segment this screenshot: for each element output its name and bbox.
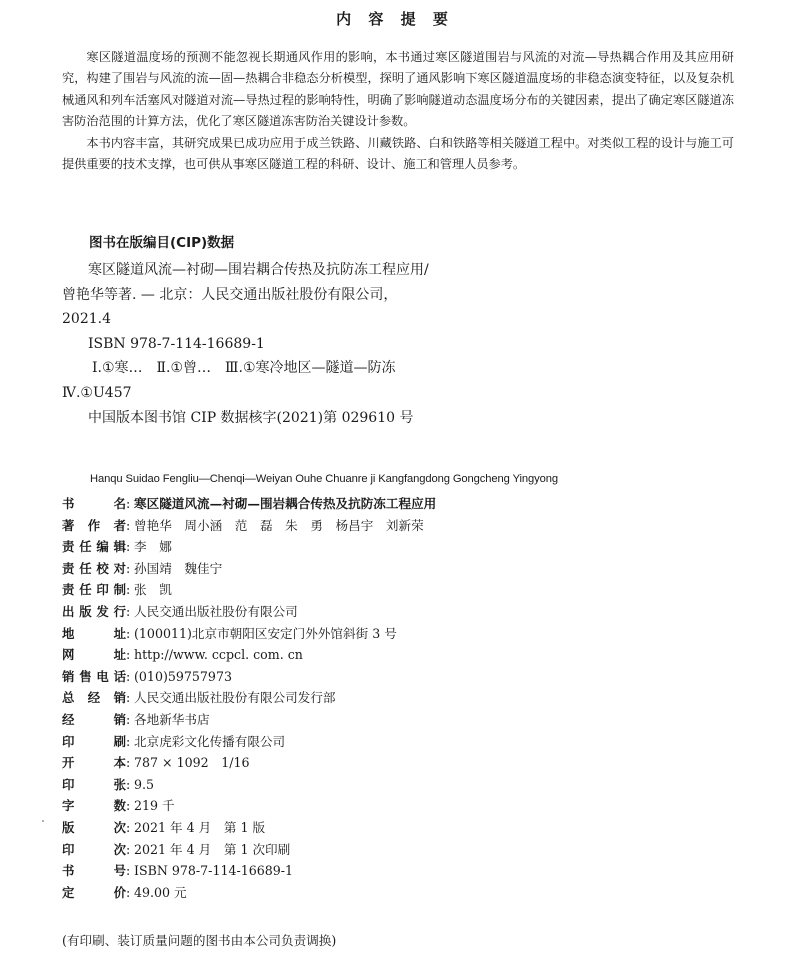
info-row: 总 经 销 : 人民交通出版社股份有限公司发行部 (62, 687, 722, 709)
info-row: 经 销 : 各地新华书店 (62, 709, 722, 731)
info-value: 2021 年 4 月 第 1 版 (134, 819, 266, 835)
info-value: 787 × 1092 1/16 (134, 755, 250, 771)
info-row: 版 次 : 2021 年 4 月 第 1 版 (62, 817, 722, 839)
info-label: 责任印制 (62, 582, 126, 598)
scan-speck (42, 820, 44, 822)
info-value: (100011)北京市朝阳区安定门外外馆斜街 3 号 (134, 625, 397, 641)
info-row: 印 刷 : 北京虎彩文化传播有限公司 (62, 731, 722, 753)
summary-title: 内 容 提 要 (336, 10, 454, 28)
publication-info (62, 493, 722, 903)
info-label: 经 销 (62, 711, 126, 727)
info-value: 张 凯 (134, 582, 172, 598)
info-value: 曾艳华 周小涵 范 磊 朱 勇 杨昌宇 刘新荣 (134, 517, 424, 533)
info-row: 开 本 : 787 × 1092 1/16 (62, 752, 722, 774)
info-row: 地 址 : (100011)北京市朝阳区安定门外外馆斜街 3 号 (62, 623, 722, 645)
info-value: 李 娜 (134, 539, 172, 555)
info-row: 书 名 : 寒区隧道风流—衬砌—围岩耦合传热及抗防冻工程应用 (62, 493, 722, 515)
pinyin-title: Hanqu Suidao Fengliu—Chenqi—Weiyan Ouhe Chuanre ji Kangfangdong Gongcheng Yingyong (90, 473, 559, 485)
info-value: 219 千 (134, 798, 175, 814)
info-value: 人民交通出版社股份有限公司 (134, 603, 298, 619)
info-label: 地 址 (62, 625, 126, 641)
info-row: 网 址 : http://www. ccpcl. com. cn (62, 644, 722, 666)
info-value: 各地新华书店 (134, 711, 210, 727)
info-label: 定 价 (62, 884, 126, 900)
info-value: 寒区隧道风流—衬砌—围岩耦合传热及抗防冻工程应用 (134, 496, 437, 511)
info-label: 网 址 (62, 647, 126, 663)
info-label: 印 次 (62, 841, 126, 857)
cip-title-line: 寒区隧道风流—衬砌—围岩耦合传热及抗防冻工程应用/ (88, 262, 429, 278)
info-row: 字 数 : 219 千 (62, 795, 722, 817)
info-row: 责任印制 : 张 凯 (62, 579, 722, 601)
summary-abstract (62, 47, 734, 175)
info-value: 北京虎彩文化传播有限公司 (134, 733, 286, 749)
cip-record-number: 中国版本图书馆 CIP 数据核字(2021)第 029610 号 (88, 409, 414, 426)
info-label: 销售电话 (62, 668, 126, 684)
cip-heading: 图书在版编目(CIP)数据 (89, 235, 235, 251)
info-label: 责任编辑 (62, 539, 126, 555)
summary-paragraph-1: 寒区隧道温度场的预测不能忽视长期通风作用的影响，本书通过寒区隧道围岩与风流的对流—导热耦合作用及其应用研究，构建了围岩与风流的流—固—热耦合非稳态分析模型，探明了通风影响下寒区隧道温度场的非稳态演变特征，以及复杂机械通风和列车活塞风对隧道对流—导热过程的影响特性，明确了影响隧道动态温度场分布的关键因素，提出了确定寒区隧道冻害防治范围的计算方法，优化了寒区隧道冻害防治关键设计参数。 (62, 50, 734, 129)
info-value: 孙国靖 魏佳宁 (134, 560, 223, 576)
info-row: 印 张 : 9.5 (62, 774, 722, 796)
info-value: 人民交通出版社股份有限公司发行部 (134, 690, 336, 706)
cip-date-line: 2021.4 (62, 311, 111, 328)
info-row: 销售电话 : (010)59757973 (62, 666, 722, 688)
info-row: 出版发行 : 人民交通出版社股份有限公司 (62, 601, 722, 623)
info-label: 总 经 销 (62, 690, 126, 706)
cip-author-line: 曾艳华等著. — 北京：人民交通出版社股份有限公司， (62, 286, 398, 303)
summary-paragraph-2: 本书内容丰富，其研究成果已成功应用于成兰铁路、川藏铁路、白和铁路等相关隧道工程中。对类似工程的设计与施工可提供重要的技术支撑，也可供从事寒区隧道工程的科研、设计、施工和管理人员参考。 (62, 135, 734, 172)
info-value: ISBN 978-7-114-16689-1 (134, 863, 294, 879)
info-value: 2021 年 4 月 第 1 次印刷 (134, 841, 291, 857)
cip-block (62, 258, 722, 430)
info-label: 字 数 (62, 798, 126, 814)
cip-isbn-line: ISBN 978-7-114-16689-1 (88, 335, 265, 352)
info-label: 书 名 (62, 496, 126, 511)
info-row: 定 价 : 49.00 元 (62, 882, 722, 904)
website-link[interactable]: http://www. ccpcl. com. cn (134, 647, 303, 663)
info-value: (010)59757973 (134, 668, 232, 684)
info-value: 49.00 元 (134, 884, 187, 900)
info-row: 责任编辑 : 李 娜 (62, 536, 722, 558)
info-label: 版 次 (62, 819, 126, 835)
info-label: 书 号 (62, 863, 126, 879)
info-row: 书 号 : ISBN 978-7-114-16689-1 (62, 860, 722, 882)
info-row: 责任校对 : 孙国靖 魏佳宁 (62, 558, 722, 580)
info-row: 印 次 : 2021 年 4 月 第 1 次印刷 (62, 839, 722, 861)
info-value: 9.5 (134, 776, 155, 792)
cip-classification-line: Ⅰ.①寒… Ⅱ.①曾… Ⅲ.①寒冷地区—隧道—防冻 (92, 360, 396, 377)
info-label: 责任校对 (62, 560, 126, 576)
info-label: 印 刷 (62, 733, 126, 749)
quality-footnote: (有印刷、装订质量问题的图书由本公司负责调换) (62, 933, 337, 948)
info-label: 著 作 者 (62, 517, 126, 533)
cip-classification-line-2: Ⅳ.①U457 (62, 384, 132, 401)
info-label: 印 张 (62, 776, 126, 792)
info-label: 出版发行 (62, 603, 126, 619)
info-row: 著 作 者 : 曾艳华 周小涵 范 磊 朱 勇 杨昌宇 刘新荣 (62, 515, 722, 537)
info-label: 开 本 (62, 755, 126, 771)
